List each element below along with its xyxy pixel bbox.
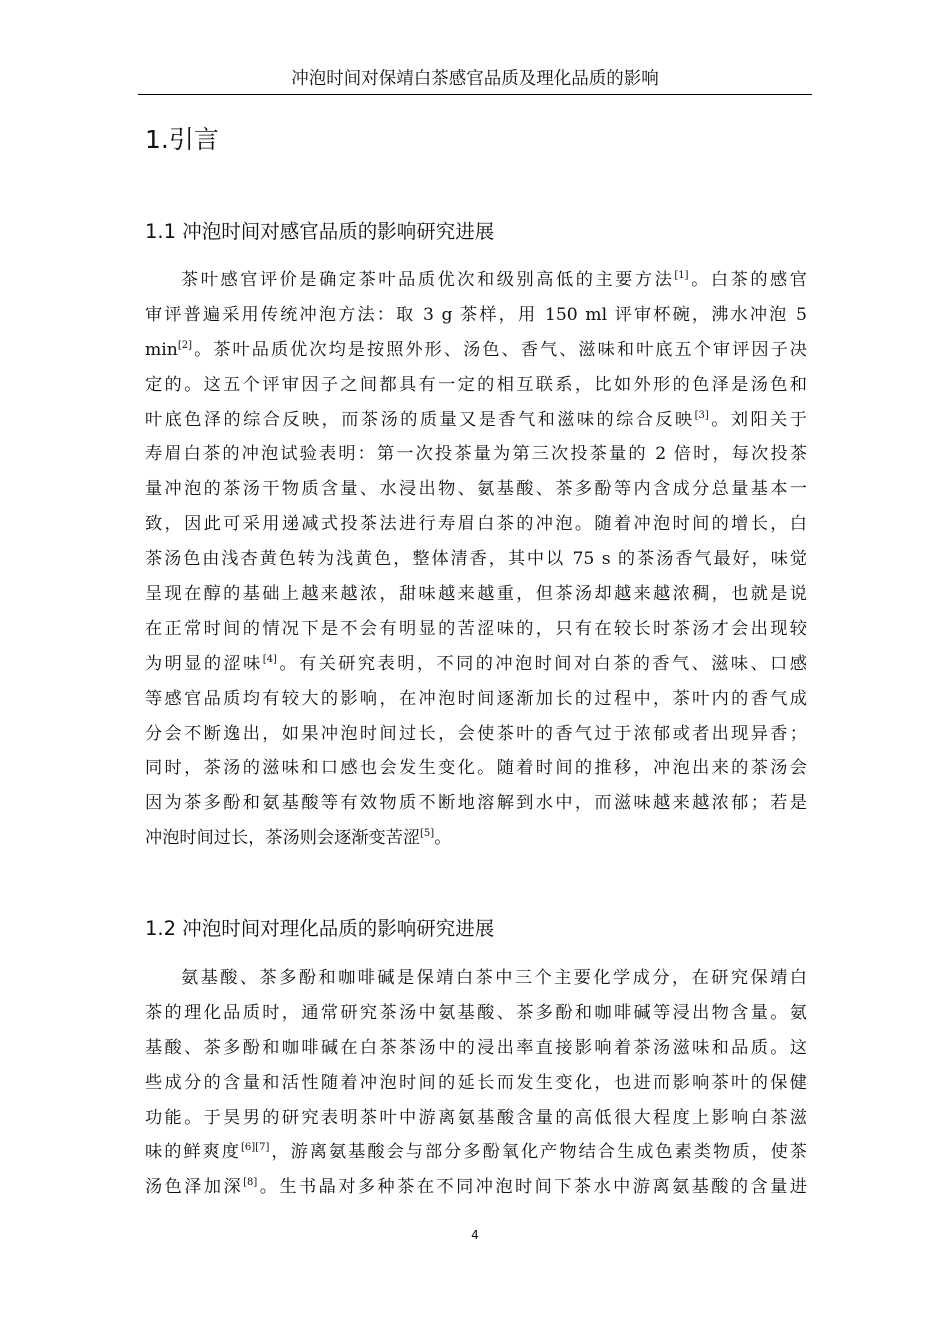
paragraph-line <box>145 507 807 542</box>
line-text: 致，因此可采用递减式投茶法进行寿眉白茶的冲泡。随着冲泡时间的增长，白 <box>145 514 807 535</box>
line-text-after-citation: 。茶叶品质优次均是按照外形、汤色、香气、滋味和叶底五个审评因子决 <box>192 339 807 360</box>
line-text: 些成分的含量和活性随着冲泡时间的延长而发生变化，也进而影响茶叶的保健 <box>145 1072 807 1093</box>
paragraph-line <box>145 542 807 577</box>
paragraph-line <box>145 437 807 472</box>
paragraph-line <box>145 368 807 403</box>
line-text: 叶底色泽的综合反映，而茶汤的质量又是香气和滋味的综合反映 <box>145 409 695 430</box>
running-header: 冲泡时间对保靖白茶感官品质及理化品质的影响 <box>291 69 659 89</box>
section-1-1-paragraph <box>145 263 807 856</box>
chapter-title: 1.引言 <box>145 125 219 154</box>
line-text: 味的鲜爽度 <box>145 1142 242 1163</box>
paragraph-line <box>145 996 807 1031</box>
section-heading-1-2: 1.2 冲泡时间对理化品质的影响研究进展 <box>145 917 495 940</box>
line-text: 寿眉白茶的冲泡试验表明：第一次投茶量为第三次投茶量的 2 倍时，每次投茶 <box>145 444 807 465</box>
line-text: 功能。于昊男的研究表明茶叶中游离氨基酸含量的高低很大程度上影响白茶滋 <box>145 1107 807 1128</box>
paragraph-line <box>145 612 807 647</box>
line-text: min <box>145 339 178 360</box>
line-text: 为明显的涩味 <box>145 653 263 674</box>
line-text: 氨基酸、茶多酚和咖啡碱是保靖白茶中三个主要化学成分，在研究保靖白 <box>181 968 807 988</box>
paragraph-line <box>145 961 807 996</box>
paragraph-line <box>145 717 807 752</box>
line-text: 在正常时间的情况下是不会有明显的苦涩味的，只有在较长时茶汤才会出现较 <box>145 618 807 639</box>
page-number: 4 <box>471 1228 479 1242</box>
paragraph-line <box>145 1031 807 1066</box>
line-text: 量冲泡的茶汤干物质含量、水浸出物、氨基酸、茶多酚等内含成分总量基本一 <box>145 479 807 500</box>
paragraph-line <box>145 403 807 438</box>
section-heading-1-1: 1.1 冲泡时间对感官品质的影响研究进展 <box>145 220 495 243</box>
line-text: 定的。这五个评审因子之间都具有一定的相互联系，比如外形的色泽是汤色和 <box>145 374 807 395</box>
citation-marker: [4] <box>262 653 277 665</box>
paragraph-line <box>145 786 807 821</box>
citation-marker: [5] <box>420 828 435 840</box>
line-text: 茶叶感官评价是确定茶叶品质优次和级别高低的主要方法 <box>181 270 675 290</box>
paragraph-line <box>145 1066 807 1101</box>
paragraph-line <box>145 263 807 298</box>
header-rule <box>138 94 812 95</box>
citation-marker: [1] <box>674 270 689 281</box>
paragraph-line <box>145 751 807 786</box>
citation-marker: [3] <box>694 409 709 421</box>
line-text: 因为茶多酚和氨基酸等有效物质不断地溶解到水中，而滋味越来越浓郁；若是 <box>145 793 807 814</box>
line-text-after-citation: 。白茶的感官 <box>688 270 807 290</box>
line-text: 茶的理化品质时，通常研究茶汤中氨基酸、茶多酚和咖啡碱等浸出物含量。氨 <box>145 1002 807 1023</box>
line-text-after-citation: ，游离氨基酸会与部分多酚氧化产物结合生成色素类物质，使茶 <box>269 1142 807 1163</box>
line-text: 等感官品质均有较大的影响，在冲泡时间逐渐加长的过程中，茶叶内的香气成 <box>145 688 807 709</box>
line-text: 审评普遍采用传统冲泡方法：取 3 g 茶样，用 150 ml 评审杯碗，沸水冲泡 5 <box>145 304 807 325</box>
line-text: 基酸、茶多酚和咖啡碱在白茶茶汤中的浸出率直接影响着茶汤滋味和品质。这 <box>145 1037 807 1058</box>
paragraph-line <box>145 333 807 368</box>
paragraph-line <box>145 298 807 333</box>
line-text-after-citation: 。刘阳关于 <box>708 409 807 430</box>
line-text: 茶汤色由浅杏黄色转为浅黄色，整体清香，其中以 75 s 的茶汤香气最好，味觉 <box>145 549 807 570</box>
line-text: 汤色泽加深 <box>145 1177 244 1198</box>
line-text: 冲泡时间过长，茶汤则会逐渐变苦涩 <box>145 828 421 849</box>
line-text-after-citation: 。 <box>434 828 452 849</box>
line-text-after-citation: 。生书晶对多种茶在不同冲泡时间下茶水中游离氨基酸的含量进 <box>257 1177 807 1198</box>
paragraph-line <box>145 682 807 717</box>
paragraph-line <box>145 577 807 612</box>
line-text: 分会不断逸出，如果冲泡时间过长，会使茶叶的香气过于浓郁或者出现异香； <box>145 723 807 744</box>
line-text: 呈现在醇的基础上越来越浓，甜味越来越重，但茶汤却越来越浓稠，也就是说 <box>145 584 807 605</box>
paragraph-line <box>145 1170 807 1205</box>
paragraph-line <box>145 1101 807 1136</box>
citation-marker: [6][7] <box>241 1142 270 1154</box>
section-1-2-paragraph <box>145 961 807 1205</box>
citation-marker: [2] <box>177 339 193 351</box>
paragraph-line <box>145 821 807 856</box>
line-text: 同时，茶汤的滋味和口感也会发生变化。随着时间的推移，冲泡出来的茶汤会 <box>145 758 807 779</box>
citation-marker: [8] <box>243 1177 258 1189</box>
line-text-after-citation: 。有关研究表明，不同的冲泡时间对白茶的香气、滋味、口感 <box>276 653 807 674</box>
paragraph-line <box>145 647 807 682</box>
paragraph-line <box>145 472 807 507</box>
paragraph-line <box>145 1135 807 1170</box>
